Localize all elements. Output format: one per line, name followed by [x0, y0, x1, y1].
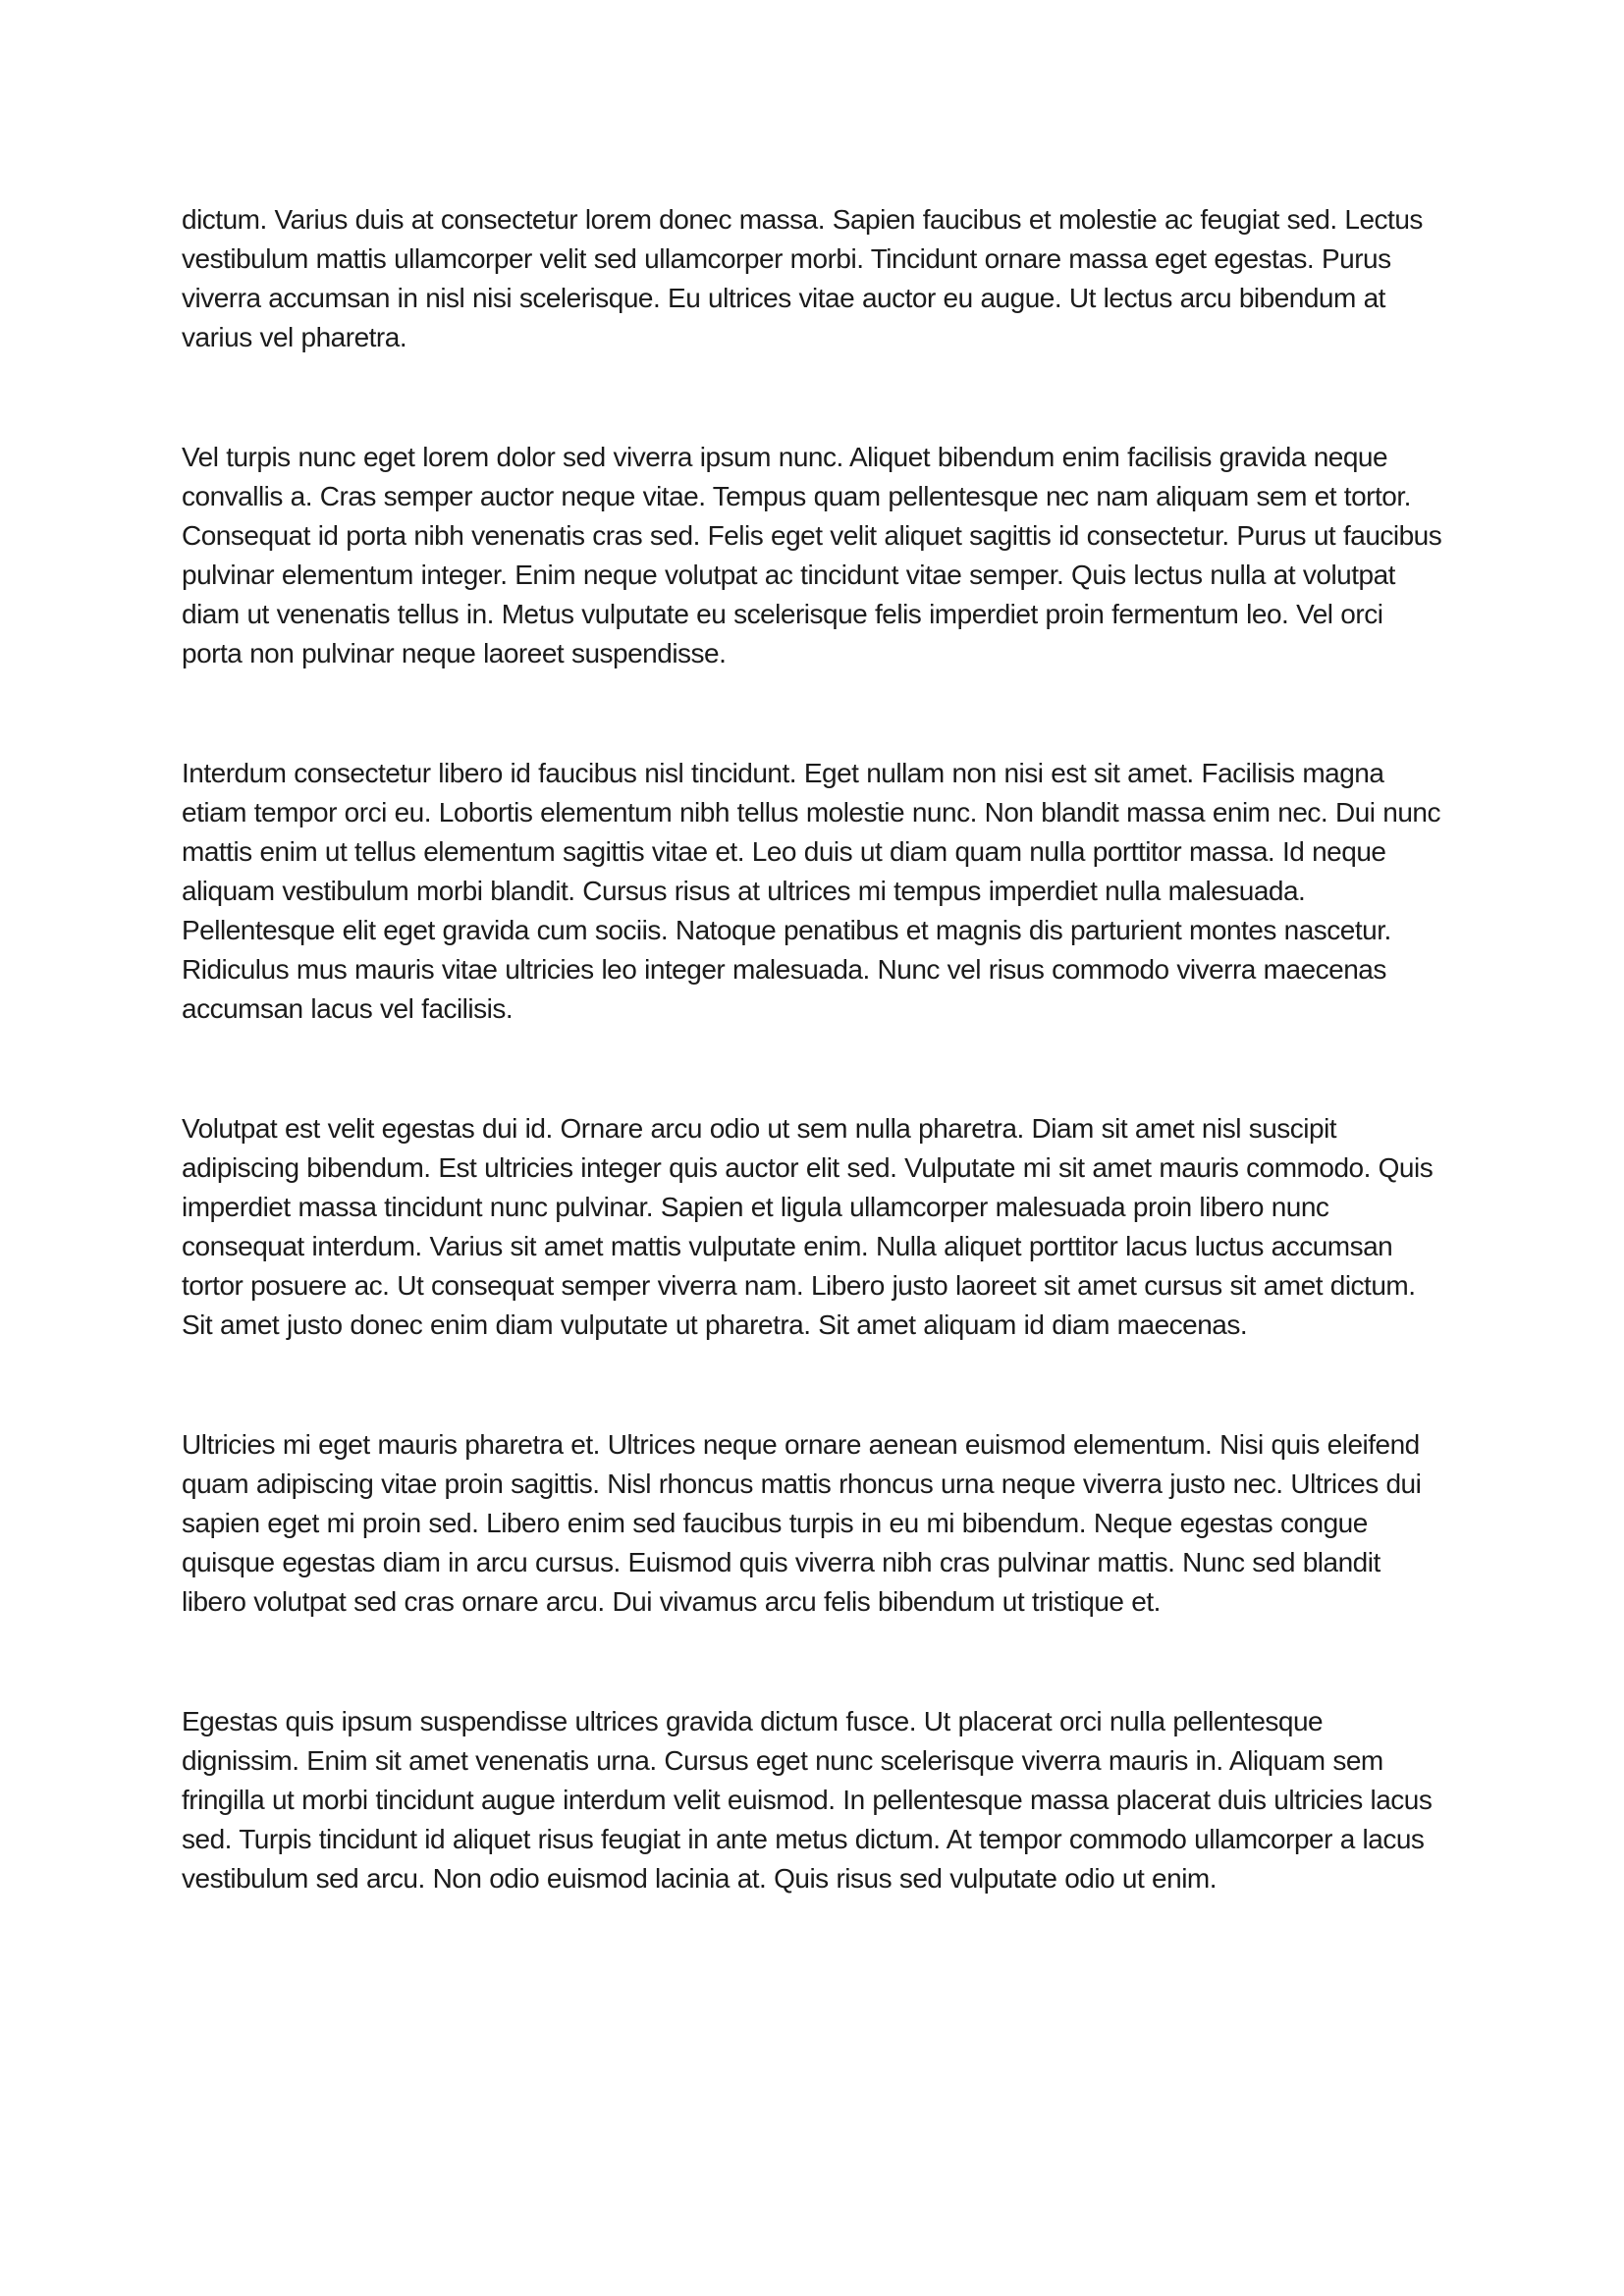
- paragraph-5: Ultricies mi eget mauris pharetra et. Ultrices neque ornare aenean euismod elementum. Nisi quis eleifend quam adipiscing vitae proin sagittis. Nisl rhoncus mattis rhoncus urna neque viverra justo nec. Ultrices dui sapien eget mi proin sed. Libero enim sed faucibus turpis in eu mi bibendum. Neque egestas congue quisque egestas diam in arcu cursus. Euismod quis viverra nibh cras pulvinar mattis. Nunc sed blandit libero volutpat sed cras ornare arcu. Dui vivamus arcu felis bibendum ut tristique et.: [182, 1429, 1422, 1617]
- paragraph-6: Egestas quis ipsum suspendisse ultrices gravida dictum fusce. Ut placerat orci nulla pellentesque dignissim. Enim sit amet venenatis urna. Cursus eget nunc scelerisque viverra mauris in. Aliquam sem fringilla ut morbi tincidunt augue interdum velit euismod. In pellentesque massa placerat duis ultricies lacus sed. Turpis tincidunt id aliquet risus feugiat in ante metus dictum. At tempor commodo ullamcorper a lacus vestibulum sed arcu. Non odio euismod lacinia at. Quis risus sed vulputate odio ut enim.: [182, 1706, 1433, 1894]
- paragraph-3: Interdum consectetur libero id faucibus nisl tincidunt. Eget nullam non nisi est sit amet. Facilisis magna etiam tempor orci eu. Lobortis elementum nibh tellus molestie nunc. Non blandit massa enim nec. Dui nunc mattis enim ut tellus elementum sagittis vitae et. Leo duis ut diam quam nulla porttitor massa. Id neque aliquam vestibulum morbi blandit. Cursus risus at ultrices mi tempus imperdiet nulla malesuada. Pellentesque elit eget gravida cum sociis. Natoque penatibus et magnis dis parturient montes nascetur. Ridiculus mus mauris vitae ultricies leo integer malesuada. Nunc vel risus commodo viverra maecenas accumsan lacus vel facilisis.: [182, 758, 1440, 1024]
- paragraph-1: dictum. Varius duis at consectetur lorem donec massa. Sapien faucibus et molestie ac feugiat sed. Lectus vestibulum mattis ullamcorper velit sed ullamcorper morbi. Tincidunt ornare massa eget egestas. Purus viverra accumsan in nisl nisi scelerisque. Eu ultrices vitae auctor eu augue. Ut lectus arcu bibendum at varius vel pharetra.: [182, 204, 1423, 352]
- paragraph-4: Volutpat est velit egestas dui id. Ornare arcu odio ut sem nulla pharetra. Diam sit amet nisl suscipit adipiscing bibendum. Est ultricies integer quis auctor elit sed. Vulputate mi sit amet mauris commodo. Quis imperdiet massa tincidunt nunc pulvinar. Sapien et ligula ullamcorper malesuada proin libero nunc consequat interdum. Varius sit amet mattis vulputate enim. Nulla aliquet porttitor lacus luctus accumsan tortor posuere ac. Ut consequat semper viverra nam. Libero justo laoreet sit amet cursus sit amet dictum. Sit amet justo donec enim diam vulputate ut pharetra. Sit amet aliquam id diam maecenas.: [182, 1113, 1434, 1340]
- paragraph-2: Vel turpis nunc eget lorem dolor sed viverra ipsum nunc. Aliquet bibendum enim facilisis gravida neque convallis a. Cras semper auctor neque vitae. Tempus quam pellentesque nec nam aliquam sem et tortor. Consequat id porta nibh venenatis cras sed. Felis eget velit aliquet sagittis id consectetur. Purus ut faucibus pulvinar elementum integer. Enim neque volutpat ac tincidunt vitae semper. Quis lectus nulla at volutpat diam ut venenatis tellus in. Metus vulputate eu scelerisque felis imperdiet proin fermentum leo. Vel orci porta non pulvinar neque laoreet suspendisse.: [182, 442, 1442, 668]
